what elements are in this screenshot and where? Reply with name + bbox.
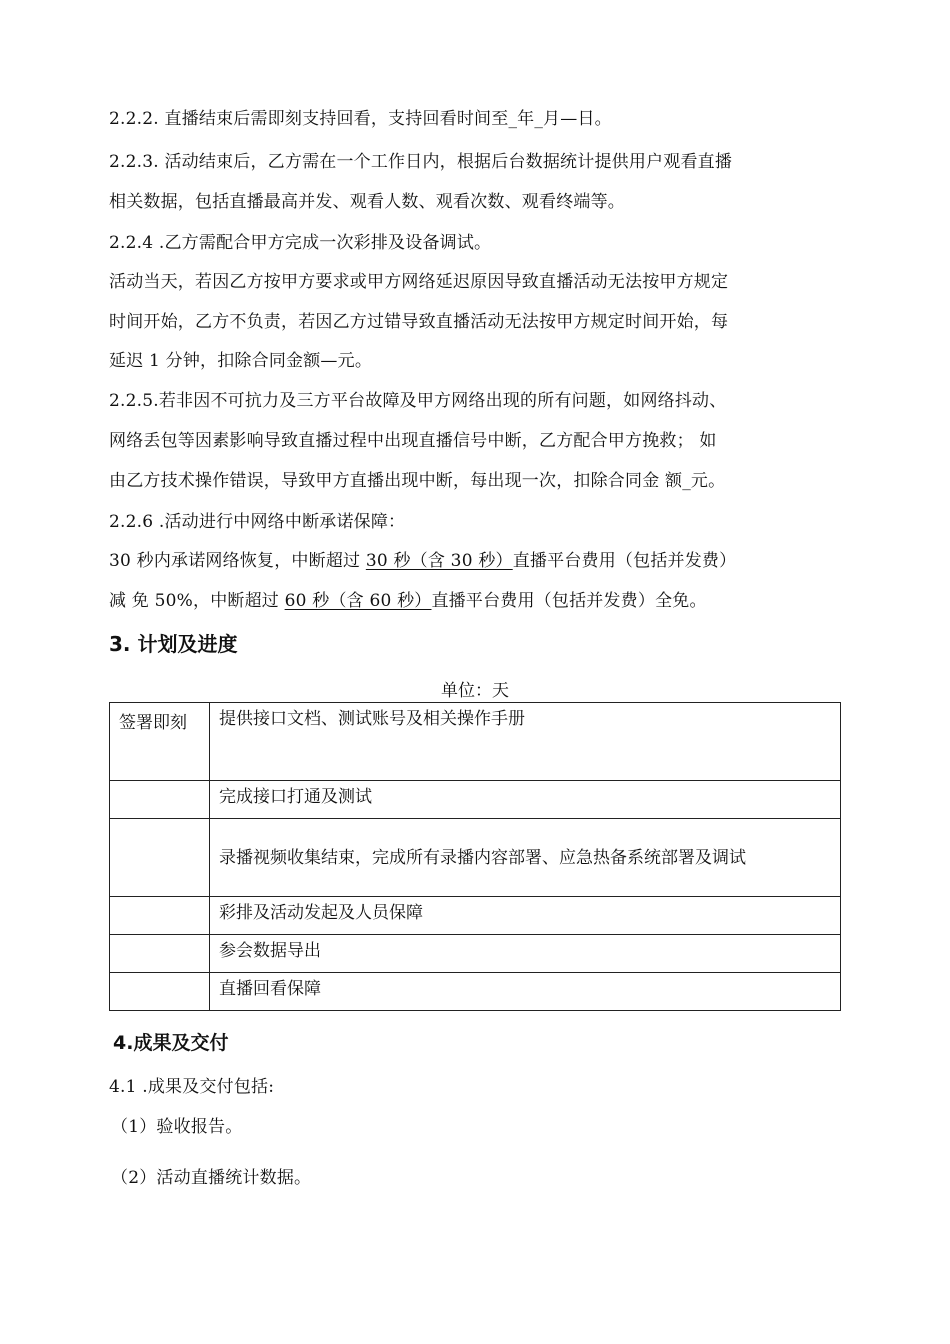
table-row — [110, 897, 841, 935]
clause-2-2-5-line2: 网络丢包等因素影响导致直播过程中出现直播信号中断，乙方配合甲方挽救； 如 — [109, 431, 717, 451]
clause-2-2-5-line3: 由乙方技术操作错误，导致甲方直播出现中断，每出现一次，扣除合同金 额_元。 — [109, 471, 726, 491]
clause-2-2-4: 2.2.4 .乙方需配合甲方完成一次彩排及设备调试。 — [109, 233, 492, 253]
clause-2-2-5-line1: 2.2.5.若非因不可抗力及三方平台故障及甲方网络出现的所有问题，如网络抖动、 — [109, 391, 727, 411]
clause-2-2-6-body-line1 — [109, 549, 736, 573]
clause-2-2-3-line1: 2.2.3. 活动结束后，乙方需在一个工作日内，根据后台数据统计提供用户观看直播 — [109, 152, 733, 172]
cell-text — [119, 973, 201, 977]
schedule-table — [109, 702, 841, 1011]
underlined-term: 60 秒（含 60 秒） — [284, 591, 432, 611]
section-3-heading: 3. 计划及进度 — [109, 632, 238, 656]
text-segment: 减 免 50%，中断超过 — [109, 591, 285, 611]
table-cell — [110, 897, 210, 935]
text-segment: 直播平台费用（包括并发费）全免。 — [431, 591, 707, 611]
cell-text: 提供接口文档、测试账号及相关操作手册 — [219, 709, 525, 729]
table-row — [110, 973, 841, 1011]
table-row — [110, 703, 841, 781]
table-cell — [210, 781, 841, 819]
table-cell — [110, 935, 210, 973]
cell-text — [119, 897, 201, 901]
clause-2-2-6: 2.2.6 .活动进行中网络中断承诺保障： — [109, 512, 406, 532]
text-segment: 30 秒内承诺网络恢复，中断超过 — [109, 551, 366, 571]
clause-2-2-4-body-line3: 延迟 1 分钟，扣除合同金额—元。 — [109, 351, 373, 371]
table-cell — [210, 973, 841, 1011]
deliverable-item: （2）活动直播统计数据。 — [111, 1168, 312, 1188]
clause-2-2-3-line2: 相关数据，包括直播最高并发、观看人数、观看次数、观看终端等。 — [109, 192, 625, 212]
table-cell: 录播视频收集结束，完成所有录播内容部署、应急热备系统部署及调试 — [210, 819, 841, 897]
cell-text: 完成接口打通及测试 — [219, 787, 372, 807]
table-cell — [210, 935, 841, 973]
table-row — [110, 819, 841, 897]
table-cell — [210, 897, 841, 935]
clause-2-2-2: 2.2.2. 直播结束后需即刻支持回看，支持回看时间至_年_月—日。 — [109, 109, 612, 129]
cell-text: 彩排及活动发起及人员保障 — [219, 903, 423, 923]
table-cell — [210, 703, 841, 781]
section-4-1-intro: 4.1 .成果及交付包括: — [109, 1077, 275, 1097]
cell-text — [119, 935, 201, 939]
clause-2-2-4-body-line2: 时间开始，乙方不负责，若因乙方过错导致直播活动无法按甲方规定时间开始，每 — [109, 312, 729, 332]
section-4-heading: 4.成果及交付 — [113, 1032, 229, 1054]
table-cell — [110, 819, 210, 897]
table-unit-label: 单位：天 — [441, 681, 509, 701]
table-cell — [110, 781, 210, 819]
deliverable-item: （1）验收报告。 — [111, 1117, 243, 1137]
table-row — [110, 935, 841, 973]
text-segment: 直播平台费用（包括并发费） — [512, 551, 737, 571]
cell-text — [119, 781, 201, 785]
cell-text: 参会数据导出 — [219, 941, 321, 961]
cell-text: 直播回看保障 — [219, 979, 321, 999]
table-cell: 签署即刻 — [110, 703, 210, 781]
clause-2-2-6-body-line2 — [109, 589, 707, 613]
table-row — [110, 781, 841, 819]
underlined-term: 30 秒（含 30 秒） — [365, 551, 513, 571]
table-cell — [110, 973, 210, 1011]
clause-2-2-4-body-line1: 活动当天，若因乙方按甲方要求或甲方网络延迟原因导致直播活动无法按甲方规定 — [109, 272, 729, 292]
